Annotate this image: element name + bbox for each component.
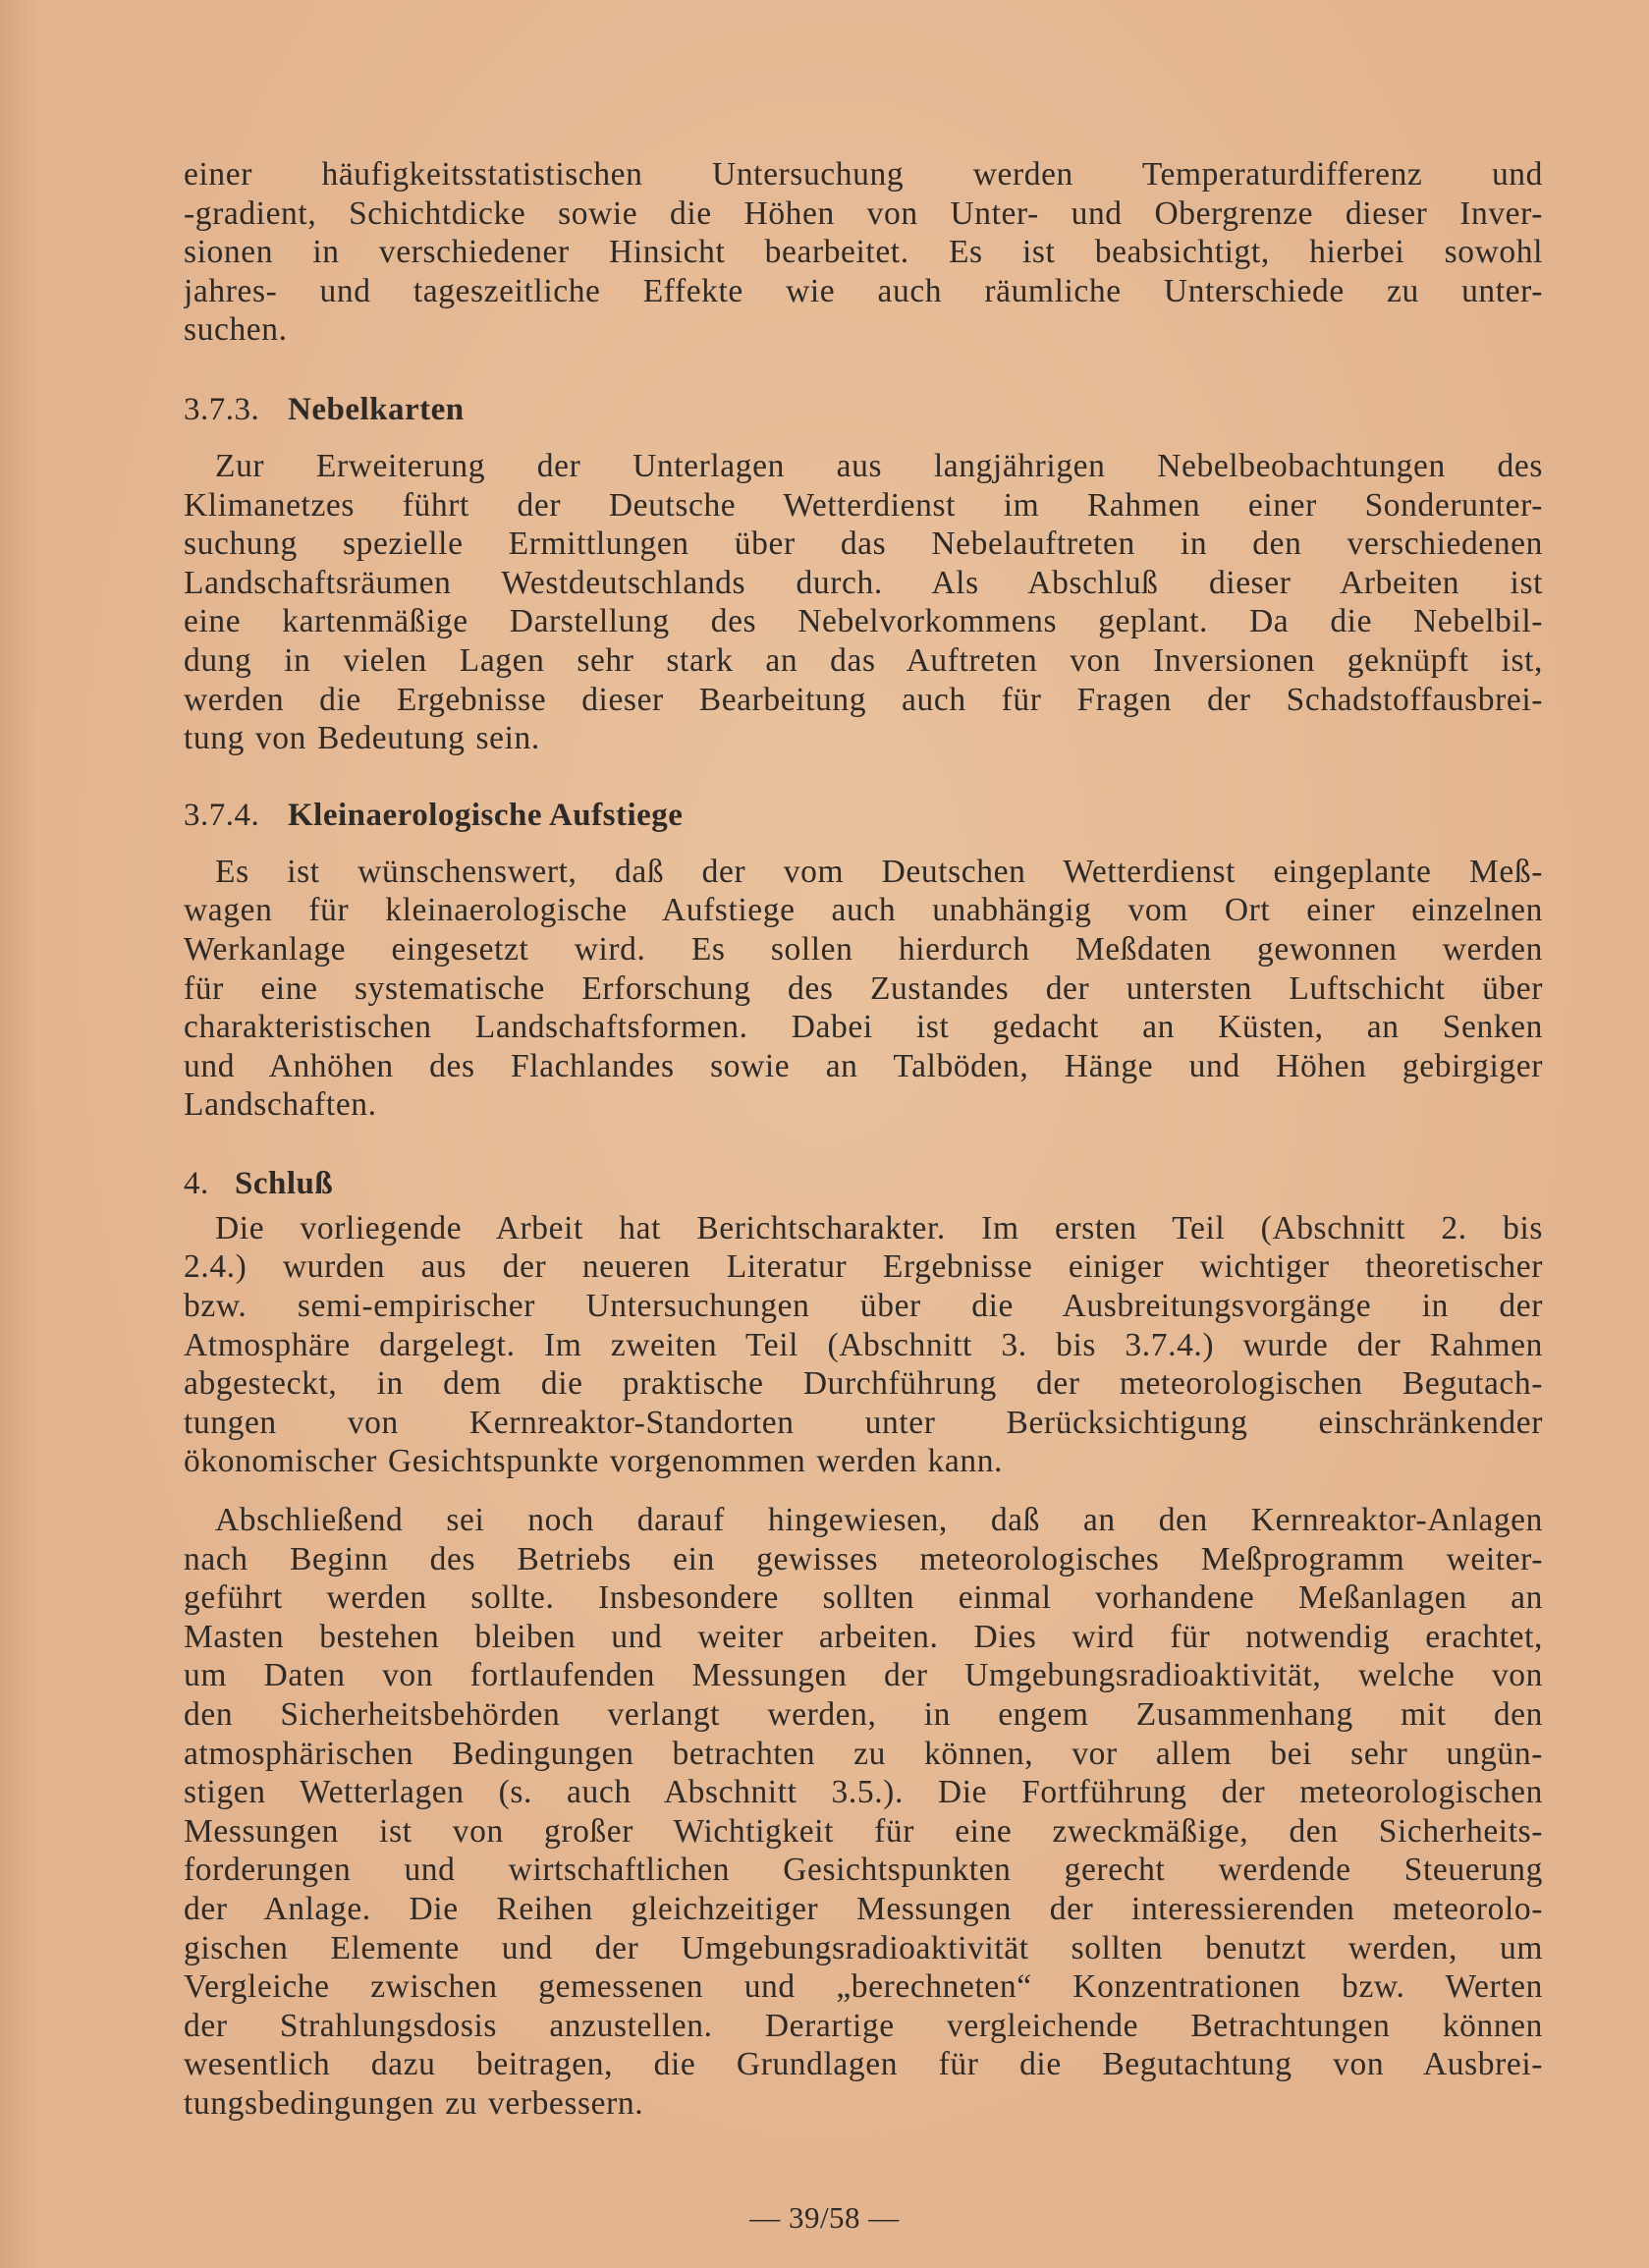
text-line: atmosphärischen Bedingungen betrachten zu können, vor allem bei sehr ungün- bbox=[184, 1735, 1543, 1772]
text-line: einer häufigkeitsstatistischen Untersuchung werden Temperaturdifferenz und bbox=[184, 156, 1543, 193]
section-number: 4. bbox=[184, 1165, 209, 1201]
text-line: Landschaftsräumen Westdeutschlands durch. Als Abschluß dieser Arbeiten ist bbox=[184, 564, 1543, 601]
text-line: Messungen ist von großer Wichtigkeit für eine zweckmäßige, den Sicherheits- bbox=[184, 1812, 1543, 1850]
text-line: Es ist wünschenswert, daß der vom Deutschen Wetterdienst eingeplante Meß- bbox=[215, 853, 1543, 890]
text-line: charakteristischen Landschaftsformen. Dabei ist gedacht an Küsten, an Senken bbox=[184, 1009, 1543, 1046]
text-line: der Strahlungsdosis anzustellen. Derartige vergleichende Betrachtungen können bbox=[184, 2007, 1543, 2044]
text-line: eine kartenmäßige Darstellung des Nebelvorkommens geplant. Da die Nebelbil- bbox=[184, 603, 1543, 640]
text-line: suchen. bbox=[184, 311, 288, 349]
section-title: Nebelkarten bbox=[288, 391, 465, 427]
text-line: Zur Erweiterung der Unterlagen aus langjährigen Nebelbeobachtungen des bbox=[215, 447, 1543, 484]
text-line: bzw. semi-empirischer Untersuchungen über die Ausbreitungsvorgänge in der bbox=[184, 1288, 1543, 1325]
paragraph-inversion-analysis bbox=[184, 155, 1543, 350]
text-line: wesentlich dazu beitragen, die Grundlagen für die Begutachtung von Ausbrei- bbox=[184, 2046, 1543, 2083]
text-line: tungen von Kernreaktor-Standorten unter Berücksichtigung einschränkender bbox=[184, 1404, 1543, 1441]
text-line: nach Beginn des Betriebs ein gewisses meteorologisches Meßprogramm weiter- bbox=[184, 1540, 1543, 1577]
text-line: suchung spezielle Ermittlungen über das Nebelauftreten in den verschiedenen bbox=[184, 526, 1543, 563]
text-line: -gradient, Schichtdicke sowie die Höhen von Unter- und Obergrenze dieser Inver- bbox=[184, 194, 1543, 232]
text-line: der Anlage. Die Reihen gleichzeitiger Messungen der interessierenden meteorolo- bbox=[184, 1890, 1543, 1927]
text-line: tung von Bedeutung sein. bbox=[184, 720, 540, 757]
paragraph-kleinaerologische-aufstiege bbox=[184, 853, 1543, 1125]
text-line: 2.4.) wurden aus der neueren Literatur Ergebnisse einiger wichtiger theoretischer bbox=[184, 1248, 1543, 1286]
text-line: gischen Elemente und der Umgebungsradioaktivität sollten benutzt werden, um bbox=[184, 1929, 1543, 1966]
text-line: ökonomischer Gesichtspunkte vorgenommen werden kann. bbox=[184, 1443, 1004, 1480]
text-line: Klimanetzes führt der Deutsche Wetterdienst im Rahmen einer Sonderunter- bbox=[184, 486, 1543, 524]
page-number: — 39/58 — bbox=[749, 2200, 900, 2235]
text-line: sionen in verschiedener Hinsicht bearbeitet. Es ist beabsichtigt, hierbei sowohl bbox=[184, 234, 1543, 271]
text-line: Vergleiche zwischen gemessenen und „berechneten“ Konzentrationen bzw. Werten bbox=[184, 1968, 1543, 2006]
paragraph-schluss-summary bbox=[184, 1209, 1543, 1481]
text-line: jahres- und tageszeitliche Effekte wie auch räumliche Unterschiede zu unter- bbox=[184, 272, 1543, 309]
document-page bbox=[184, 155, 1543, 2198]
section-number: 3.7.3. bbox=[184, 391, 260, 427]
text-line: Masten bestehen bleiben und weiter arbeiten. Dies wird für notwendig erachtet, bbox=[184, 1618, 1543, 1655]
text-line: um Daten von fortlaufenden Messungen der Umgebungsradioaktivität, welche von bbox=[184, 1657, 1543, 1694]
section-title: Schluß bbox=[235, 1165, 334, 1201]
text-line: Werkanlage eingesetzt wird. Es sollen hierdurch Meßdaten gewonnen werden bbox=[184, 930, 1543, 968]
text-line: abgesteckt, in dem die praktische Durchführung der meteorologischen Begutach- bbox=[184, 1365, 1543, 1403]
paragraph-schluss-messprogramm bbox=[184, 1501, 1543, 2124]
section-number: 3.7.4. bbox=[184, 797, 260, 833]
text-line: Atmosphäre dargelegt. Im zweiten Teil (Abschnitt 3. bis 3.7.4.) wurde der Rahmen bbox=[184, 1326, 1543, 1363]
section-heading-kleinaerologische-aufstiege bbox=[184, 796, 1543, 835]
text-line: werden die Ergebnisse dieser Bearbeitung auch für Fragen der Schadstoffausbrei- bbox=[184, 681, 1543, 718]
section-heading-schluss bbox=[184, 1164, 1543, 1203]
section-heading-nebelkarten bbox=[184, 390, 1543, 429]
text-line: Landschaften. bbox=[184, 1086, 377, 1124]
text-line: den Sicherheitsbehörden verlangt werden, in engem Zusammenhang mit den bbox=[184, 1696, 1543, 1733]
text-line: stigen Wetterlagen (s. auch Abschnitt 3.5.). Die Fortführung der meteorologischen bbox=[184, 1774, 1543, 1811]
text-line: tungsbedingungen zu verbessern. bbox=[184, 2084, 644, 2122]
text-line: für eine systematische Erforschung des Zustandes der untersten Luftschicht über bbox=[184, 969, 1543, 1007]
section-title: Kleinaerologische Aufstiege bbox=[288, 797, 684, 833]
text-line: und Anhöhen des Flachlandes sowie an Talböden, Hänge und Höhen gebirgiger bbox=[184, 1047, 1543, 1084]
text-line: forderungen und wirtschaftlichen Gesichtspunkten gerecht werdende Steuerung bbox=[184, 1852, 1543, 1889]
text-line: dung in vielen Lagen sehr stark an das Auftreten von Inversionen geknüpft ist, bbox=[184, 641, 1543, 679]
text-line: wagen für kleinaerologische Aufstiege auch unabhängig vom Ort einer einzelnen bbox=[184, 892, 1543, 929]
paragraph-nebelkarten bbox=[184, 447, 1543, 758]
text-line: Die vorliegende Arbeit hat Berichtscharakter. Im ersten Teil (Abschnitt 2. bis bbox=[215, 1209, 1543, 1246]
text-line: geführt werden sollte. Insbesondere sollten einmal vorhandene Meßanlagen an bbox=[184, 1579, 1543, 1617]
text-line: Abschließend sei noch darauf hingewiesen, daß an den Kernreaktor-Anlagen bbox=[215, 1502, 1543, 1539]
